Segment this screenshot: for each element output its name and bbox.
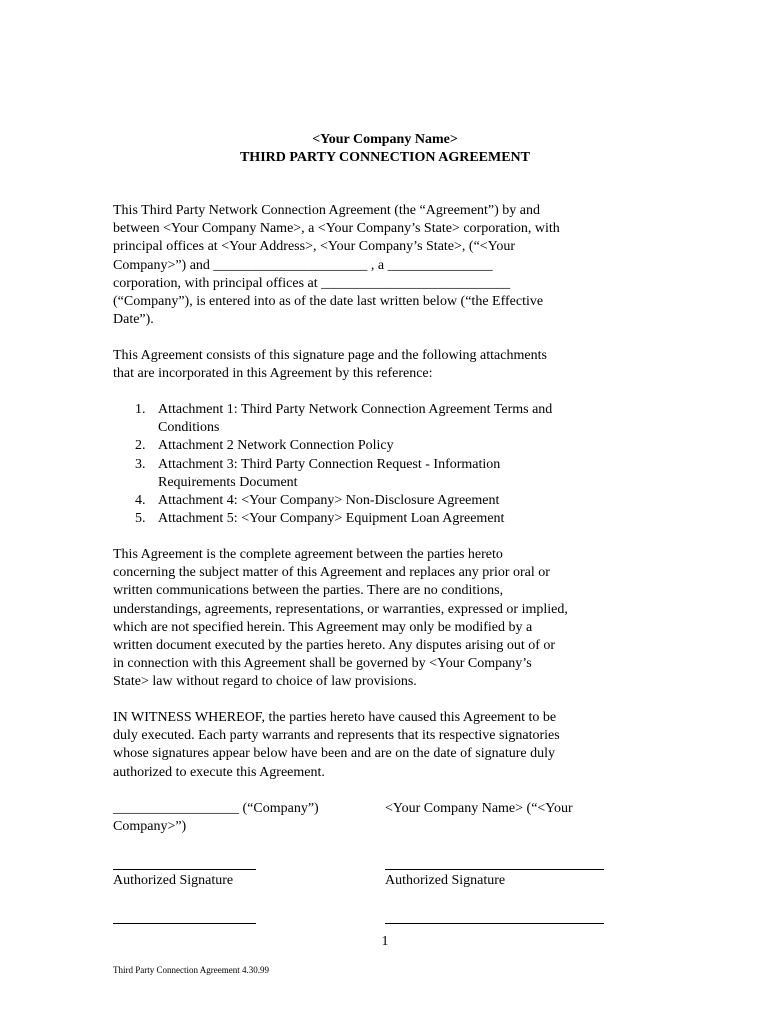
complete-agreement-line: State> law without regard to choice of law provisions. xyxy=(113,674,417,690)
complete-agreement-line: written document executed by the parties hereto. Any disputes arising out of or xyxy=(113,638,556,654)
attachment-text: Attachment 4: <Your Company> Non-Disclosure Agreement xyxy=(158,493,500,509)
signature-line-right xyxy=(385,869,604,870)
page-number: 1 xyxy=(381,934,389,949)
signature-company-right-continued: Company>”) xyxy=(113,819,187,834)
attachment-text: Conditions xyxy=(158,420,220,436)
complete-agreement-line: written communications between the parties. There are no conditions, xyxy=(113,583,504,599)
attachment-item xyxy=(113,456,613,492)
attachments-intro-line: This Agreement consists of this signature page and the following attachments xyxy=(113,348,547,363)
complete-agreement-line: concerning the subject matter of this Agreement and replaces any prior oral or xyxy=(113,565,550,581)
attachment-number: 2. xyxy=(135,438,146,454)
company-name-heading: <Your Company Name> xyxy=(312,132,458,147)
signature-company-left: __________________ (“Company”) xyxy=(113,801,319,816)
witness-line: whose signatures appear below have been and are on the date of signature duly xyxy=(113,746,556,762)
intro-line: (“Company”), is entered into as of the date last written below (“the Effective xyxy=(113,294,544,310)
authorized-signature-left: Authorized Signature xyxy=(113,873,234,888)
intro-paragraph xyxy=(113,202,613,329)
intro-line: between <Your Company Name>, a <Your Company’s State> corporation, with xyxy=(113,221,560,237)
complete-agreement-line: This Agreement is the complete agreement between the parties hereto xyxy=(113,547,503,562)
attachment-text: Requirements Document xyxy=(158,474,298,490)
witness-line: IN WITNESS WHEREOF, the parties hereto have caused this Agreement to be xyxy=(113,710,557,725)
attachments-intro-paragraph xyxy=(113,347,613,383)
attachment-item xyxy=(113,492,613,510)
signature-company-right: <Your Company Name> (“<Your xyxy=(385,801,573,816)
agreement-title: THIRD PARTY CONNECTION AGREEMENT xyxy=(239,150,531,165)
intro-line: corporation, with principal offices at ___________________________ xyxy=(113,275,511,291)
witness-paragraph xyxy=(113,709,613,782)
attachment-text: Attachment 3: Third Party Connection Request - Information xyxy=(158,456,501,472)
intro-line: principal offices at <Your Address>, <Your Company’s State>, (“<Your xyxy=(113,239,516,255)
intro-line: Company>”) and ______________________ , a _______________ xyxy=(113,257,493,273)
attachment-item xyxy=(113,437,613,455)
complete-agreement-line: understandings, agreements, representations, or warranties, expressed or implied, xyxy=(113,601,568,617)
attachment-number: 3. xyxy=(135,456,146,472)
witness-line: duly executed. Each party warrants and represents that its respective signatories xyxy=(113,728,560,744)
complete-agreement-line: in connection with this Agreement shall be governed by <Your Company’s xyxy=(113,656,532,672)
attachment-number: 5. xyxy=(135,511,146,527)
attachment-text: Attachment 1: Third Party Network Connection Agreement Terms and xyxy=(158,402,553,417)
intro-line: Date”). xyxy=(113,312,154,328)
attachments-list xyxy=(113,401,613,528)
footer-text: Third Party Connection Agreement 4.30.99 xyxy=(113,965,269,975)
attachment-text: Attachment 5: <Your Company> Equipment Loan Agreement xyxy=(158,511,505,527)
intro-line: This Third Party Network Connection Agreement (the “Agreement”) by and xyxy=(113,203,541,218)
signature-line-left xyxy=(113,869,256,870)
authorized-signature-right: Authorized Signature xyxy=(385,873,506,888)
attachment-number: 1. xyxy=(135,402,146,417)
witness-line: authorized to execute this Agreement. xyxy=(113,764,325,780)
complete-agreement-paragraph xyxy=(113,546,613,692)
name-line-right xyxy=(385,923,604,924)
attachment-number: 4. xyxy=(135,493,146,509)
name-line-left xyxy=(113,923,256,924)
attachment-text: Attachment 2 Network Connection Policy xyxy=(158,438,394,454)
complete-agreement-line: which are not specified herein. This Agreement may only be modified by a xyxy=(113,619,533,635)
attachment-item xyxy=(113,510,613,528)
attachments-intro-line: that are incorporated in this Agreement by this reference: xyxy=(113,366,433,382)
attachment-item xyxy=(113,401,613,437)
